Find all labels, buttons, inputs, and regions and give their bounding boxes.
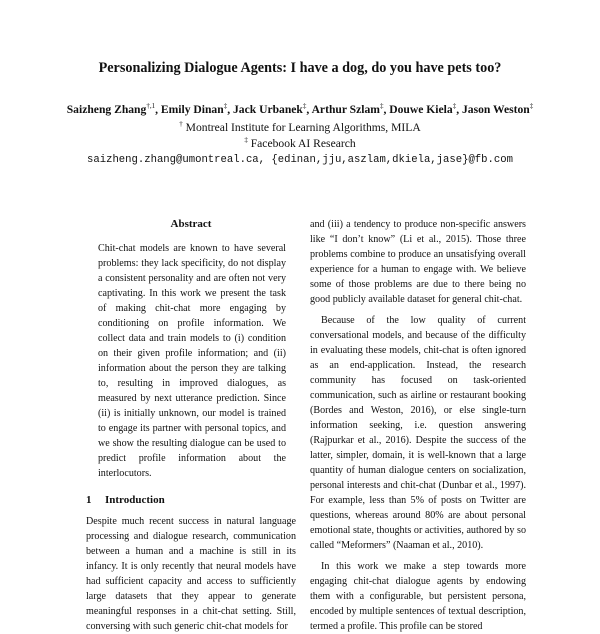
author-name: Douwe Kiela: [389, 102, 453, 116]
author-name: Emily Dinan: [160, 102, 224, 116]
author-mark: ‡: [379, 102, 384, 110]
section-number: 1: [86, 494, 92, 506]
author-mark: †,1: [146, 102, 156, 110]
affiliation-mark: †: [179, 120, 183, 128]
author-name: Arthur Szlam: [311, 102, 380, 116]
author: [67, 103, 161, 116]
author-mark: ‡: [223, 102, 228, 110]
author-separator: ,: [456, 102, 462, 116]
author-list: [0, 102, 600, 116]
body-paragraph: and (iii) a tendency to produce non-specific answers like “I don’t know” (Li et al., 2015). Those three problems combine to produce an unsatisfying overall experience for a human to engage with. We believe some of those problems are due to there being no good publicly available dataset for general chit-chat.: [310, 219, 526, 305]
author-mark: ‡: [302, 102, 307, 110]
affiliation-2: [0, 136, 600, 150]
author-separator: ,: [155, 102, 161, 116]
abstract-text: Chit-chat models are known to have several problems: they lack specificity, do not display a consistent personality and are often not very captivating. In this work we present the task of making chit-chat more engaging by conditioning on profile information. We collect data and train models to (i) condition on their given profile information; and (ii) information about the person they are talking to, resulting in improved dialogues, as measured by next utterance prediction. Since (ii) is initially unknown, our model is trained to engage its partner with personal topics, and we show the resulting dialogue can be used to predict profile information about the interlocutors.: [98, 243, 286, 479]
author: [312, 103, 390, 116]
left-column: [86, 217, 296, 634]
author-name: Jack Urbanek: [232, 102, 303, 116]
abstract-heading: Abstract: [170, 218, 212, 230]
author: [462, 103, 533, 116]
author-mark: ‡: [529, 102, 534, 110]
body-paragraph: In this work we make a step towards more engaging chit-chat dialogue agents by endowing them with a configurable, but persistent persona, encoded by multiple sentences of textual description, termed a profile. This profile can be stored: [310, 561, 526, 632]
author-name: Saizheng Zhang: [66, 102, 147, 116]
section-heading: [86, 493, 296, 508]
author: [161, 103, 233, 116]
affiliation-text: Facebook AI Research: [247, 136, 356, 150]
author: [389, 103, 462, 116]
affiliation-text: Montreal Institute for Learning Algorithms, MILA: [182, 120, 421, 134]
affiliation-mark: ‡: [244, 136, 248, 144]
author: [233, 103, 312, 116]
author-emails: saizheng.zhang@umontreal.ca, {edinan,jju,aszlam,dkiela,jase}@fb.com: [87, 154, 513, 166]
body-paragraph: Because of the low quality of current conversational models, and because of the difficulty in evaluating these models, chit-chat is often ignored as an end-application. Instead, the research community has focused on task-oriented communication, such as airline or restaurant booking (Bordes and Weston, 2016), or else single-turn information seeking, i.e. question answering (Rajpurkar et al., 2016). Despite the success of the latter, simpler, domain, it is well-known that a large quantity of human dialogue centers on socialization, personal interests and chit-chat (Dunbar et al., 1997). For example, less than 5% of posts on Twitter are questions, whereas around 80% are about personal emotional state, thoughts or activities, authored by so called “Meformers” (Naaman et al., 2010).: [310, 315, 526, 551]
paper-title: Personalizing Dialogue Agents: I have a dog, do you have pets too?: [98, 60, 502, 76]
section-title: Introduction: [105, 494, 165, 506]
right-column: [310, 217, 526, 634]
author-name: Jason Weston: [461, 102, 530, 116]
author-separator: ,: [227, 102, 233, 116]
author-mark: ‡: [452, 102, 457, 110]
author-separator: ,: [383, 102, 390, 116]
introduction-paragraph: Despite much recent success in natural language processing and dialogue research, communication between a human and a machine is still in its infancy. It is only recently that neural models have had sufficient capacity and access to sufficiently large datasets that they appear to generate meaningful responses in a chit-chat setting. Still, conversing with such generic chit-chat models for: [86, 516, 296, 632]
affiliation-1: [0, 120, 600, 134]
author-separator: ,: [306, 102, 312, 116]
